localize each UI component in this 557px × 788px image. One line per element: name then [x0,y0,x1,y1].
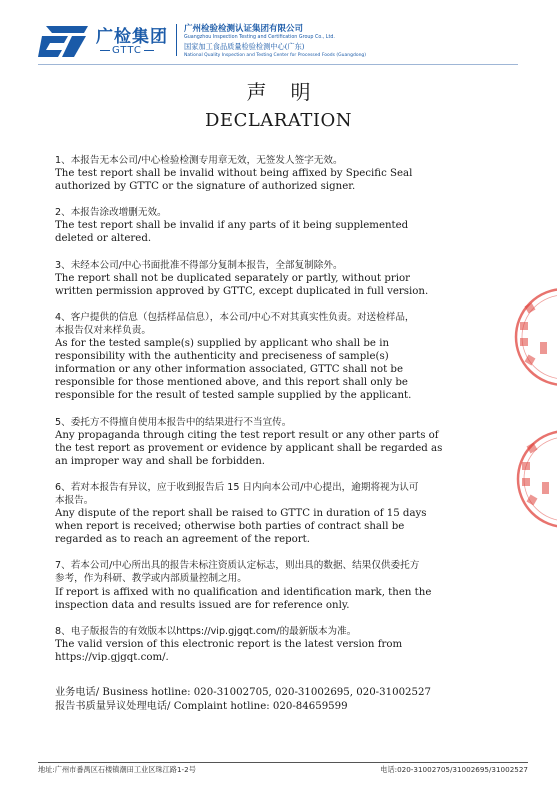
footer-phone: 电话:020-31002705/31002695/31002527 [380,765,528,774]
declaration-line-cn: 6、若对本报告有异议，应于收到报告后 15 日内向本公司/中心提出，逾期将视为认可 [55,481,419,493]
declaration-line-cn: 8、电子版报告的有效版本以https://vip.gjgqt.com/的最新版本为准。 [55,625,357,637]
complaint-hotline: 报告书质量异议处理电话/ Complaint hotline: 020-84659599 [55,700,348,712]
declaration-line-en: The test report shall be invalid if any parts of it being supplemented [55,220,409,232]
declaration-line-en: regarded as to reach an agreement of the report. [55,534,310,546]
declaration-line-en: The report shall not be duplicated separately or partly, without prior [55,272,411,284]
declaration-line-cn: 本报告仅对来样负责。 [55,324,151,336]
logo-chinese-name: 广检集团 [96,27,168,47]
seal-stamp-icon-lower [512,424,557,534]
header-divider [176,24,177,56]
declaration-line-en: authorized by GTTC or the signature of authorized signer. [55,181,356,193]
declaration-line-en: The valid version of this electronic report is the latest version from [55,638,403,650]
declaration-items [55,154,515,677]
declaration-line-en: The test report shall be invalid without being affixed by Specific Seal [55,168,413,180]
declaration-line-en: an improper way and shall be forbidden. [55,455,265,467]
declaration-item [55,416,515,468]
declaration-line-en: Any propaganda through citing the test report result or any other parts of [55,429,439,441]
declaration-line-cn: 7、若本公司/中心所出具的报告未标注资质认定标志，则出具的数据、结果仅供委托方 [55,560,420,572]
declaration-line-en: deleted or altered. [55,233,152,245]
declaration-line-en: responsible for those mentioned above, and this report shall only be [55,377,408,389]
declaration-line-cn: 2、本报告涂改增删无效。 [55,207,167,219]
organization-name-en: Guangzhou Inspection Testing and Certification Group Co., Ltd. [184,35,335,40]
declaration-line-en: As for the tested sample(s) supplied by applicant who shall be in [55,338,390,350]
header-rule [38,64,518,65]
contact-block [55,686,515,713]
page-footer [38,762,528,778]
declaration-item [55,259,515,298]
declaration-item [55,559,515,611]
declaration-line-en: responsibility with the authenticity and preciseness of sample(s) [55,351,389,363]
declaration-line-cn: 1、本报告无本公司/中心检验检测专用章无效，无签发人签字无效。 [55,155,343,166]
declaration-line-en: inspection data and results issued are for reference only. [55,599,350,611]
declaration-item [55,154,515,193]
footer-rule [38,762,528,763]
declaration-line-en: the test report as provement or evidence by applicant shall be regarded as [55,442,443,454]
seal-stamp-icon-upper [512,282,557,392]
report-header [38,18,518,68]
declaration-line-en: If report is affixed with no qualification and identification mark, then the [55,586,432,598]
declaration-line-cn: 4、客户提供的信息（包括样品信息），本公司/中心不对其真实性负责。对送检样品， [55,311,415,323]
title-english: DECLARATION [205,110,352,131]
declaration-line-en: responsible for the result of tested sample supplied by the applicant. [55,390,412,402]
center-name-cn: 国家加工食品质量检验检测中心(广东) [184,42,305,51]
declaration-line-cn: 3、未经本公司/中心书面批准不得部分复制本报告，全部复制除外。 [55,259,343,271]
footer-address: 地址:广州市番禺区石楼镇潮田工业区珠江路1-2号 [38,765,196,774]
organization-block [184,22,366,58]
title-chinese: 声明 [246,80,335,104]
declaration-item [55,625,515,664]
declaration-line-en: information or any other information associated, GTTC shall not be [55,364,403,376]
declaration-item [55,481,515,546]
declaration-line-cn: 本报告。 [55,494,94,506]
declaration-line-cn: 参考，作为科研、教学或内部质量控制之用。 [55,573,247,585]
declaration-line-cn: 5、委托方不得擅自使用本报告中的结果进行不当宣传。 [55,416,292,428]
declaration-line-en: Any dispute of the report shall be raised to GTTC in duration of 15 days [55,508,427,520]
logo-english-name: GTTC [98,45,156,56]
declaration-item [55,311,515,403]
declaration-line-en: written permission approved by GTTC, except duplicated in full version. [55,285,429,297]
center-name-en: National Quality Inspection and Testing Center for Processed Foods (Guangdong) [184,53,367,58]
business-hotline: 业务电话/ Business hotline: 020-31002705, 020-31002695, 020-31002527 [55,687,431,698]
declaration-line-en: when report is received; otherwise both parties of contract shall be [55,521,405,533]
declaration-item [55,206,515,245]
organization-name-cn: 广州检验检测认证集团有限公司 [184,24,304,34]
gttc-logo-icon [38,22,90,58]
declaration-line-en: https://vip.gjgqt.com/. [55,651,169,663]
